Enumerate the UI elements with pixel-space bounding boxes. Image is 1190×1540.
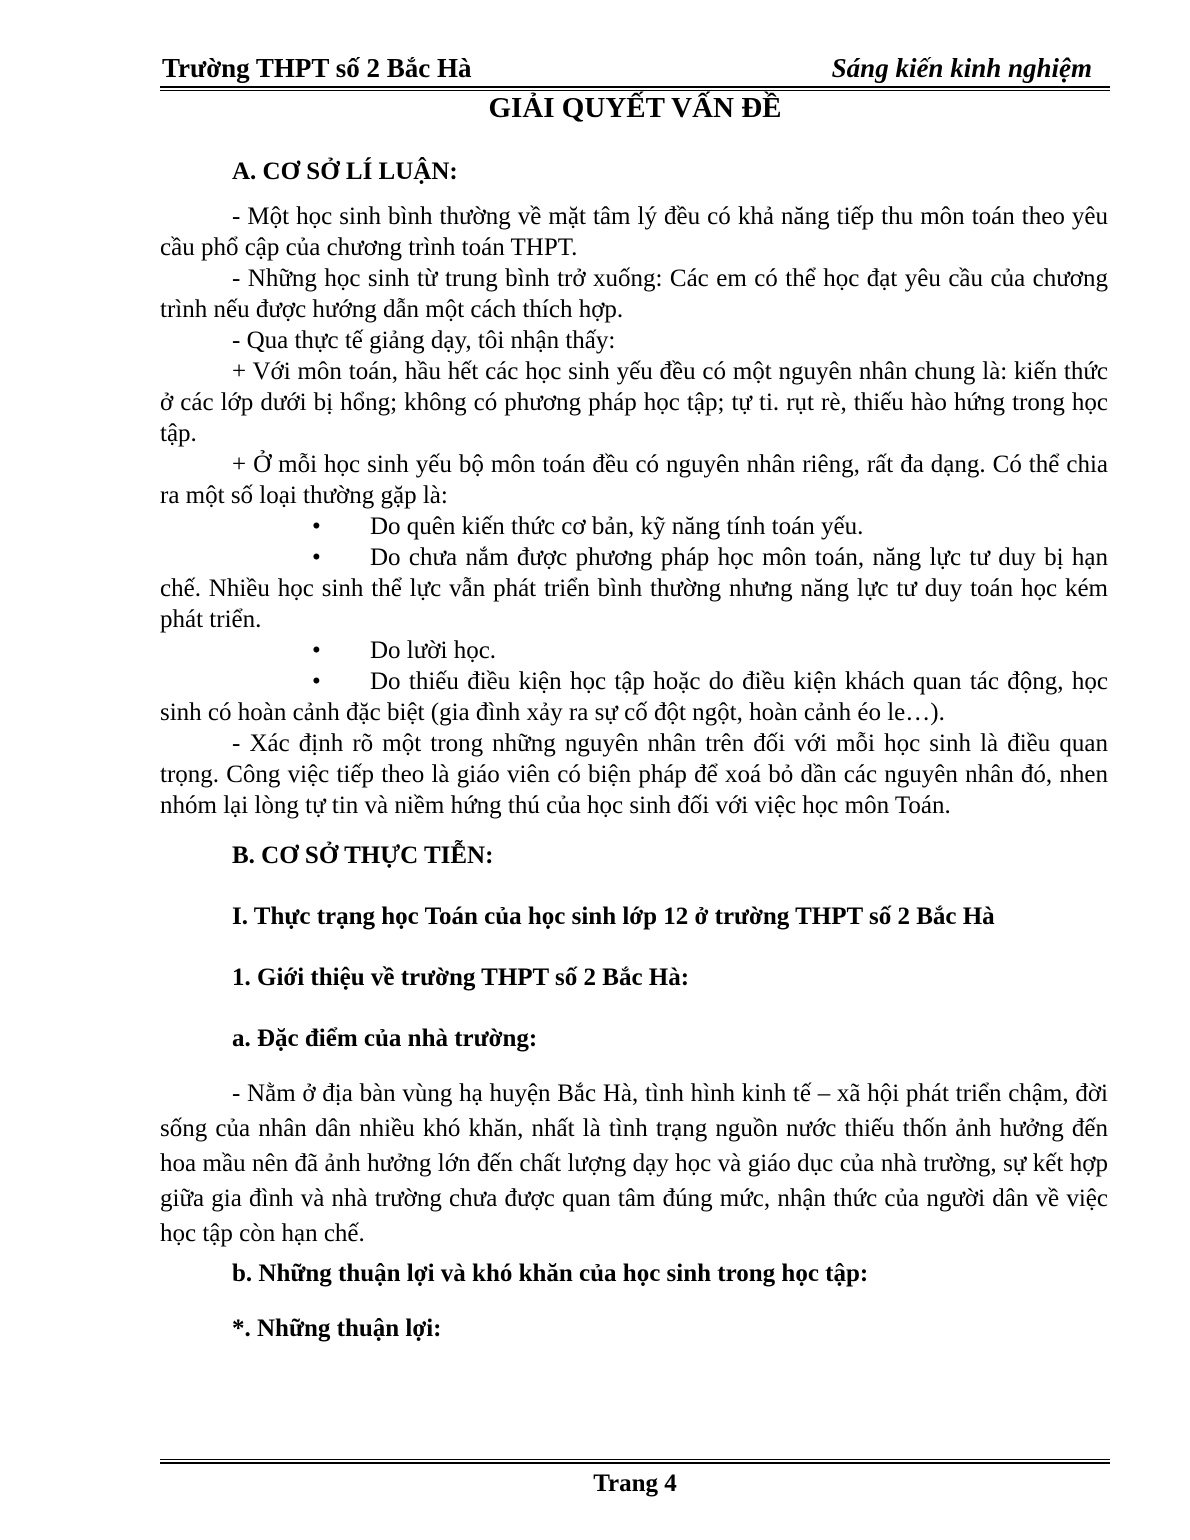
header-school-name: Trường THPT số 2 Bắc Hà [162,53,472,83]
bullet-icon: • [312,637,321,664]
section-b-1-heading: 1. Giới thiệu về trường THPT số 2 Bắc Hà: [232,964,690,991]
bullet-item [160,666,1108,728]
paragraph: - Một học sinh bình thường về mặt tâm lý đều có khả năng tiếp thu môn toán theo yêu cầu phổ cập của chương trình toán THPT. [160,203,1108,261]
page-title: GIẢI QUYẾT VẤN ĐỀ [488,92,782,124]
bullet-item [160,511,1108,542]
paragraph: - Qua thực tế giảng dạy, tôi nhận thấy: [232,327,616,354]
section-b-a-heading: a. Đặc điểm của nhà trường: [232,1025,538,1052]
bullet-icon: • [312,668,321,695]
bullet-item [160,635,1108,666]
footer-rule-thin [160,1459,1110,1460]
paragraph: - Xác định rõ một trong những nguyên nhân trên đối với mỗi học sinh là điều quan trọng. Công việc tiếp theo là giáo viên có biện pháp để xoá bỏ dần các nguyên nhân đó, nhen nhóm lại lòng tự tin và niềm hứng thú của học sinh đối với việc học môn Toán. [160,730,1108,819]
paragraph: - Những học sinh từ trung bình trở xuống: Các em có thể học đạt yêu cầu của chương trình nếu được hướng dẫn một cách thích hợp. [160,265,1108,323]
header-document-type: Sáng kiến kinh nghiệm [831,53,1092,83]
bullet-text: Do chưa nắm được phương pháp học môn toán, năng lực tư duy bị hạn chế. Nhiều học sinh thể lực vẫn phát triển bình thường nhưng năng lực tư duy toán học kém phát triển. [160,544,1108,633]
section-b-heading: B. CƠ SỞ THỰC TIỄN: [232,842,494,869]
page-header [160,50,1110,86]
section-a-heading: A. CƠ SỞ LÍ LUẬN: [232,158,458,185]
bullet-item [160,542,1108,635]
bullet-text: Do lười học. [370,637,497,664]
paragraph: + Ở mỗi học sinh yếu bộ môn toán đều có nguyên nhân riêng, rất đa dạng. Có thể chia ra một số loại thường gặp là: [160,451,1108,509]
section-b-i-heading: I. Thực trạng học Toán của học sinh lớp 12 ở trường THPT số 2 Bắc Hà [232,903,995,930]
footer-rule-thick [160,1462,1110,1464]
bullet-text: Do quên kiến thức cơ bản, kỹ năng tính toán yếu. [370,513,864,540]
document-body [160,152,1108,1349]
paragraph: - Nằm ở địa bàn vùng hạ huyện Bắc Hà, tình hình kinh tế – xã hội phát triển chậm, đời sống của nhân dân nhiều khó khăn, nhất là tình trạng nguồn nước thiếu thốn ảnh hưởng đến hoa mầu nên đã ảnh hưởng lớn đến chất lượng dạy học và giáo dục của nhà trường, sự kết hợp giữa gia đình và nhà trường chưa được quan tâm đúng mức, nhận thức của người dân về việc học tập còn hạn chế. [160,1080,1108,1247]
page-number: Trang 4 [593,1470,677,1497]
paragraph: + Với môn toán, hầu hết các học sinh yếu đều có một nguyên nhân chung là: kiến thức ở các lớp dưới bị hổng; không có phương pháp học tập; tự ti. rụt rè, thiếu hào hứng trong học tập. [160,358,1108,447]
section-b-b-heading: b. Những thuận lợi và khó khăn của học sinh trong học tập: [232,1260,869,1287]
bullet-text: Do thiếu điều kiện học tập hoặc do điều kiện khách quan tác động, học sinh có hoàn cảnh đặc biệt (gia đình xảy ra sự cố đột ngột, hoàn cảnh éo le…). [160,668,1108,726]
section-b-b-subheading: *. Những thuận lợi: [232,1315,442,1342]
bullet-icon: • [312,513,321,540]
bullet-icon: • [312,544,321,571]
